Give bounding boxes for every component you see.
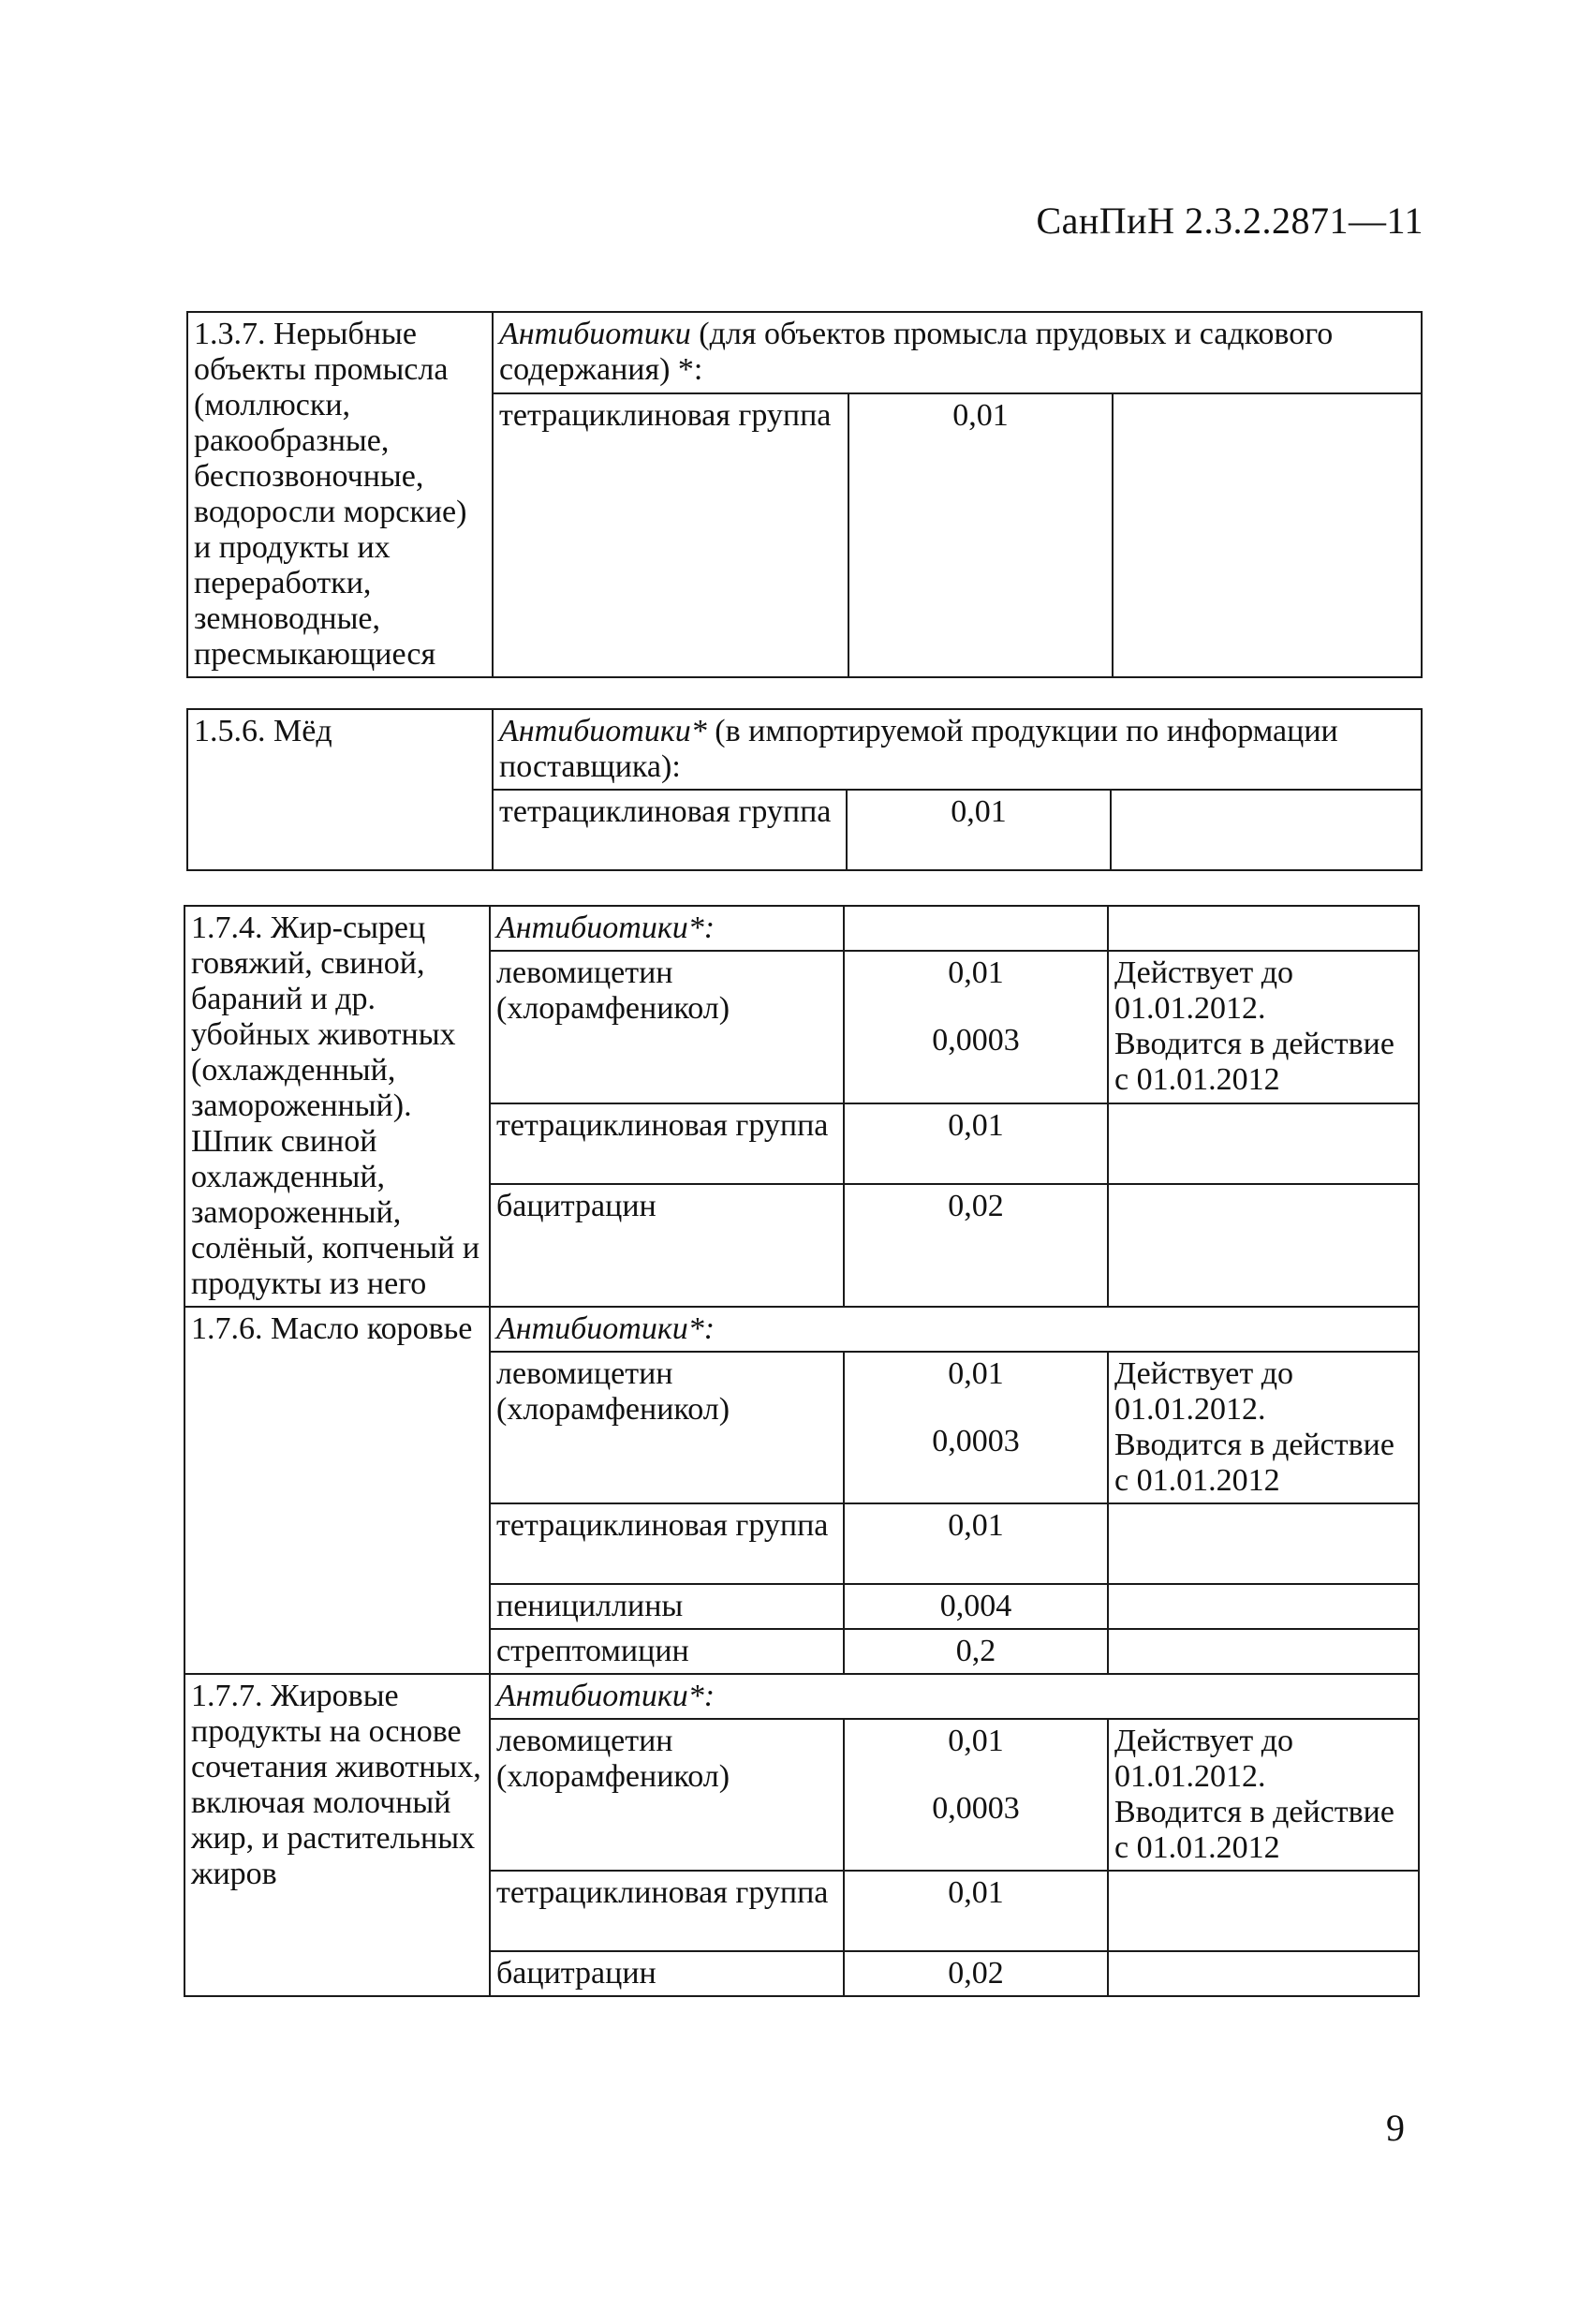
page-number: 9	[1386, 2107, 1405, 2149]
note-cell	[1108, 1719, 1419, 1871]
section-cell: 1.7.6. Масло коровье	[184, 1307, 490, 1674]
limit-value: 0,2	[844, 1629, 1108, 1674]
limit-value: 0,01	[844, 1503, 1108, 1584]
note-cell	[1108, 1951, 1419, 1996]
empty-cell	[1108, 906, 1419, 951]
substance-name: левомицетин (хлорамфеникол)	[490, 1719, 844, 1871]
document-code: СанПиН 2.3.2.2871—11	[1036, 200, 1423, 242]
note-cell	[1108, 1503, 1419, 1584]
substance-name: тетрациклиновая группа	[490, 1103, 844, 1184]
group-header-italic: Антибиотики*:	[496, 910, 715, 945]
limit-value: 0,01	[848, 393, 1113, 677]
substance-name: тетрациклиновая группа	[493, 790, 847, 870]
limit-value: 0,01	[844, 1871, 1108, 1951]
note-cell	[1108, 1629, 1419, 1674]
substance-name: левомицетин (хлорамфеникол)	[490, 1352, 844, 1503]
note-valid-until: Действует до 01.01.2012.	[1114, 1356, 1294, 1427]
table-1-5-6	[186, 708, 1423, 871]
group-header-italic: Антибиотики*:	[496, 1311, 715, 1346]
note-cell	[1113, 393, 1422, 677]
section-cell: 1.7.7. Жировые продукты на основе сочетания животных, включая молочный жир, и растительных жиров	[184, 1674, 490, 1996]
section-cell: 1.7.4. Жир-сырец говяжий, свиной, бараний и др. убойных животных (охлажденный, замороженный). Шпик свиной охлажденный, замороженный, солёный, копченый и продукты из него	[184, 906, 490, 1307]
note-cell	[1108, 951, 1419, 1103]
note-cell	[1108, 1871, 1419, 1951]
limit-value-new: 0,0003	[932, 1791, 1020, 1826]
note-effective-from: Вводится в действие с 01.01.2012	[1114, 1428, 1394, 1498]
table-1-7	[184, 905, 1420, 1997]
note-cell	[1111, 790, 1422, 870]
substance-name: бацитрацин	[490, 1951, 844, 1996]
limit-value	[844, 951, 1108, 1103]
group-header-italic: Антибиотики	[499, 317, 691, 351]
note-cell	[1108, 1184, 1419, 1307]
empty-cell	[844, 906, 1108, 951]
note-effective-from: Вводится в действие с 01.01.2012	[1114, 1027, 1394, 1098]
group-header-rest: (для объектов промысла прудовых и садкового содержания) *:	[499, 317, 1334, 387]
table-1-3-7	[186, 311, 1423, 678]
group-header	[490, 1307, 1419, 1352]
limit-value: 0,01	[847, 790, 1111, 870]
limit-value: 0,02	[844, 1951, 1108, 1996]
substance-name: бацитрацин	[490, 1184, 844, 1307]
group-header	[490, 1674, 1419, 1719]
substance-name: стрептомицин	[490, 1629, 844, 1674]
note-cell	[1108, 1584, 1419, 1629]
group-header-italic: Антибиотики*	[499, 714, 707, 748]
group-header	[490, 906, 844, 951]
limit-value-current: 0,01	[948, 1724, 1004, 1758]
group-header-italic: Антибиотики*:	[496, 1679, 715, 1713]
section-cell: 1.5.6. Мёд	[187, 709, 493, 870]
limit-value-new: 0,0003	[932, 1023, 1020, 1058]
note-cell	[1108, 1352, 1419, 1503]
substance-name: левомицетин (хлорамфеникол)	[490, 951, 844, 1103]
limit-value: 0,02	[844, 1184, 1108, 1307]
note-cell	[1108, 1103, 1419, 1184]
substance-name: тетрациклиновая группа	[490, 1503, 844, 1584]
section-cell: 1.3.7. Нерыбные объекты промысла (моллюски, ракообразные, беспозвоночные, водоросли морские) и продукты их переработки, земноводные, пресмыкающиеся	[187, 312, 493, 677]
limit-value	[844, 1719, 1108, 1871]
limit-value: 0,004	[844, 1584, 1108, 1629]
substance-name: тетрациклиновая группа	[493, 393, 848, 677]
group-header	[493, 709, 1422, 790]
group-header-rest: (в импортируемой продукции по информации поставщика):	[499, 714, 1338, 784]
note-valid-until: Действует до 01.01.2012.	[1114, 955, 1294, 1027]
limit-value: 0,01	[844, 1103, 1108, 1184]
substance-name: пенициллины	[490, 1584, 844, 1629]
group-header	[493, 312, 1422, 393]
limit-value-current: 0,01	[948, 955, 1004, 991]
limit-value-new: 0,0003	[932, 1424, 1020, 1458]
limit-value	[844, 1352, 1108, 1503]
note-effective-from: Вводится в действие с 01.01.2012	[1114, 1795, 1394, 1865]
note-valid-until: Действует до 01.01.2012.	[1114, 1724, 1294, 1794]
limit-value-current: 0,01	[948, 1356, 1004, 1391]
substance-name: тетрациклиновая группа	[490, 1871, 844, 1951]
